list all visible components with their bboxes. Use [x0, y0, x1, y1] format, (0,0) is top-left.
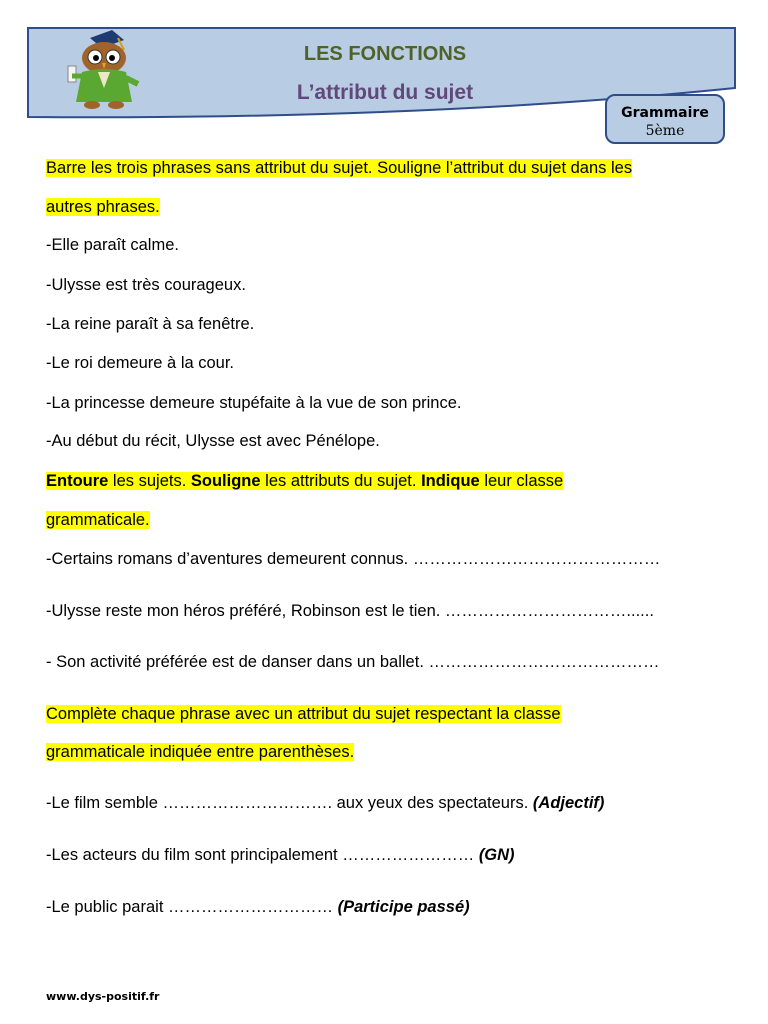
exercise2-sentence: -Ulysse reste mon héros préféré, Robinson est le tien. ……………………………......	[46, 602, 654, 620]
exercise3-sentence: -Les acteurs du film sont principalement …………………… (GN)	[46, 846, 515, 864]
grammar-hint: (GN)	[478, 846, 515, 864]
level-badge	[605, 94, 725, 144]
owl-mascot-icon	[62, 28, 152, 110]
badge-subject: Grammaire	[621, 105, 709, 121]
exercise1-sentence: -Au début du récit, Ulysse est avec Pénélope.	[46, 432, 380, 450]
exercise2-instruction: Entoure les sujets. Souligne les attributs du sujet. Indique leur classe	[46, 472, 564, 490]
exercise3-sentence: -Le public parait ………………………… (Participe passé)	[46, 898, 470, 916]
grammar-hint: (Participe passé)	[337, 898, 470, 916]
exercise1-sentence: -La reine paraît à sa fenêtre.	[46, 315, 255, 333]
exercise2-sentence: -Certains romans d’aventures demeurent connus. ………………………………………	[46, 550, 661, 568]
exercise1-sentence: -Elle paraît calme.	[46, 236, 179, 254]
exercise2-instruction-cont: grammaticale.	[46, 511, 150, 529]
page-subtitle: L’attribut du sujet	[296, 81, 474, 104]
exercise2-sentence: - Son activité préférée est de danser dans un ballet. ……………………………………	[46, 653, 660, 671]
badge-level: 5ème	[645, 123, 685, 139]
exercise3-sentence: -Le film semble …………………………. aux yeux des spectateurs. (Adjectif)	[46, 794, 605, 812]
exercise1-instruction-cont: autres phrases.	[46, 198, 160, 216]
exercise1-sentence: -Le roi demeure à la cour.	[46, 354, 235, 372]
exercise3-instruction-cont: grammaticale indiquée entre parenthèses.	[46, 743, 355, 761]
exercise1-sentence: -La princesse demeure stupéfaite à la vue de son prince.	[46, 394, 462, 412]
footer-url: www.dys-positif.fr	[46, 990, 160, 1003]
exercise1-instruction: Barre les trois phrases sans attribut du sujet. Souligne l’attribut du sujet dans les	[46, 159, 633, 177]
page-title: LES FONCTIONS	[303, 43, 467, 65]
exercise3-instruction: Complète chaque phrase avec un attribut du sujet respectant la classe	[46, 705, 561, 723]
grammar-hint: (Adjectif)	[532, 794, 605, 812]
exercise1-sentence: -Ulysse est très courageux.	[46, 276, 246, 294]
